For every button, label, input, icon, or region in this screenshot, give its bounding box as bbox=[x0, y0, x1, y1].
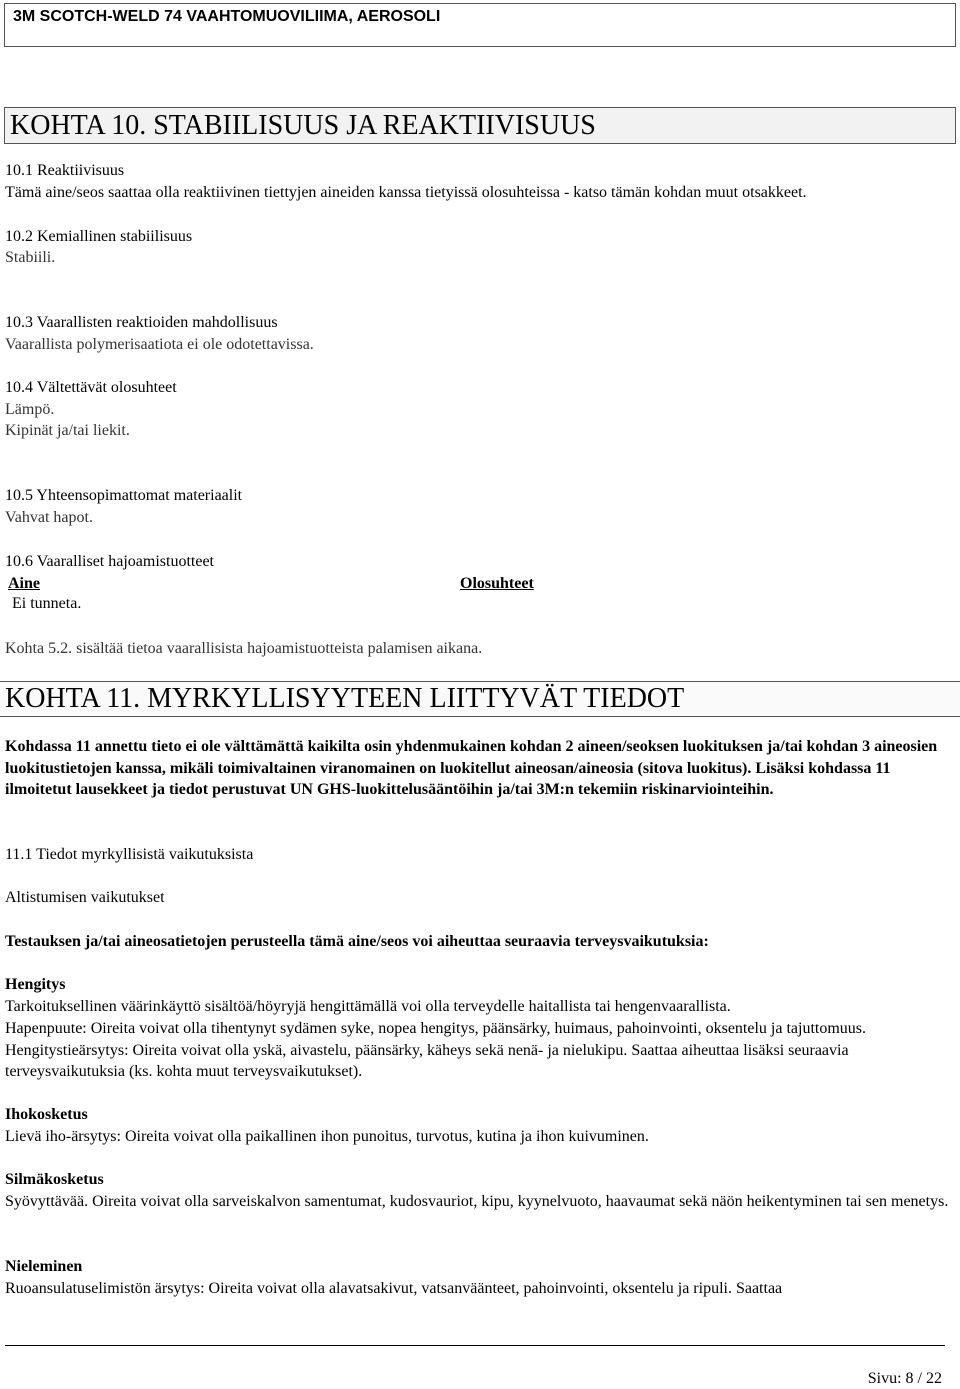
section-11-intro: Kohdassa 11 annettu tieto ei ole välttämättä kaikilta osin yhdenmukainen kohdan 2 aineen/seoksen luokituksen ja/tai kohdan 3 aineosien luokitustietojen kanssa, mikäli toimivaltainen viranomainen on luokitellut aineosan/aineosia (sitova luokitus). Lisäksi kohdassa 11 ilmoitetut lausekkeet ja tiedot perustuvat UN GHS-luokittelusääntöihin ja/tai 3M:n tekemiin riskinarviointeihin. bbox=[5, 738, 938, 798]
document-header bbox=[4, 3, 956, 47]
table-row: Ei tunneta. bbox=[12, 595, 82, 612]
inhalation-title: Hengitys bbox=[5, 976, 66, 993]
condition-item: Lämpö. bbox=[5, 401, 55, 418]
chemical-stability-text: Stabiili. bbox=[5, 249, 56, 266]
condition-item: Kipinät ja/tai liekit. bbox=[5, 422, 130, 439]
section-10-heading bbox=[4, 107, 956, 144]
inhalation-text-2: Hapenpuute: Oireita voivat olla tihentynyt sydämen syke, nopea hengitys, päänsärky, huimaus, pahoinvointi, oksentelu ja tajuttomuus. Hengitystieärsytys: Oireita voivat olla yskä, aivastelu, päänsärky, käheys sekä nenä- ja nielukipu. Saattaa aiheuttaa lisäksi seuraavia terveysvaikutuksia (ks. kohta muut terveysvaikutukset). bbox=[5, 1020, 867, 1080]
chemical-stability-title: 10.2 Kemiallinen stabiilisuus bbox=[5, 228, 193, 245]
incompatible-materials-text: Vahvat hapot. bbox=[5, 509, 93, 526]
footer-divider bbox=[5, 1345, 945, 1346]
column-header-substance: Aine bbox=[8, 575, 40, 592]
incompatible-materials-title: 10.5 Yhteensopimattomat materiaalit bbox=[5, 487, 243, 504]
eye-contact-text: Syövyttävää. Oireita voivat olla sarveiskalvon samentumat, kudosvauriot, kipu, kyynelvuoto, haavaumat sekä näön heikentyminen tai sen menetys. bbox=[5, 1193, 949, 1210]
hazardous-reactions-text: Vaarallista polymerisaatiota ei ole odotettavissa. bbox=[5, 336, 314, 353]
page-number: Sivu: 8 / 22 bbox=[867, 1370, 942, 1387]
conditions-to-avoid-title: 10.4 Vältettävät olosuhteet bbox=[5, 379, 177, 396]
product-title: 3M SCOTCH-WELD 74 VAAHTOMUOVILIIMA, AEROSOLI bbox=[13, 8, 441, 25]
inhalation-text-1: Tarkoituksellinen väärinkäyttö sisältöä/höyryjä hengittämällä voi olla terveydelle haitallista tai hengenvaarallista. bbox=[5, 998, 731, 1015]
exposure-effects-title: Altistumisen vaikutukset bbox=[5, 889, 165, 906]
ingestion-title: Nieleminen bbox=[5, 1258, 83, 1275]
toxicological-effects-title: 11.1 Tiedot myrkyllisistä vaikutuksista bbox=[5, 846, 254, 863]
eye-contact-title: Silmäkosketus bbox=[5, 1171, 104, 1188]
section-11-heading bbox=[0, 681, 960, 717]
decomposition-note: Kohta 5.2. sisältää tietoa vaarallisista hajoamistuotteista palamisen aikana. bbox=[5, 640, 483, 657]
skin-contact-text: Lievä iho-ärsytys: Oireita voivat olla paikallinen ihon punoitus, turvotus, kutina ja ihon kuivuminen. bbox=[5, 1128, 649, 1145]
reactivity-title: 10.1 Reaktiivisuus bbox=[5, 162, 125, 179]
section-11-title: KOHTA 11. MYRKYLLISYYTEEN LIITTYVÄT TIEDOT bbox=[5, 683, 685, 714]
skin-contact-title: Ihokosketus bbox=[5, 1106, 88, 1123]
decomposition-products-title: 10.6 Vaaralliset hajoamistuotteet bbox=[5, 553, 214, 570]
column-header-conditions: Olosuhteet bbox=[460, 575, 534, 592]
health-effects-intro: Testauksen ja/tai aineosatietojen perusteella tämä aine/seos voi aiheuttaa seuraavia terveysvaikutuksia: bbox=[5, 933, 709, 950]
ingestion-text: Ruoansulatuselimistön ärsytys: Oireita voivat olla alavatsakivut, vatsanväänteet, pahoinvointi, oksentelu ja ripuli. Saattaa bbox=[5, 1280, 783, 1297]
reactivity-text: Tämä aine/seos saattaa olla reaktiivinen tiettyjen aineiden kanssa tietyissä olosuhteissa - katso tämän kohdan muut otsakkeet. bbox=[5, 184, 807, 201]
hazardous-reactions-title: 10.3 Vaarallisten reaktioiden mahdollisuus bbox=[5, 314, 278, 331]
section-10-title: KOHTA 10. STABIILISUUS JA REAKTIIVISUUS bbox=[10, 110, 596, 141]
